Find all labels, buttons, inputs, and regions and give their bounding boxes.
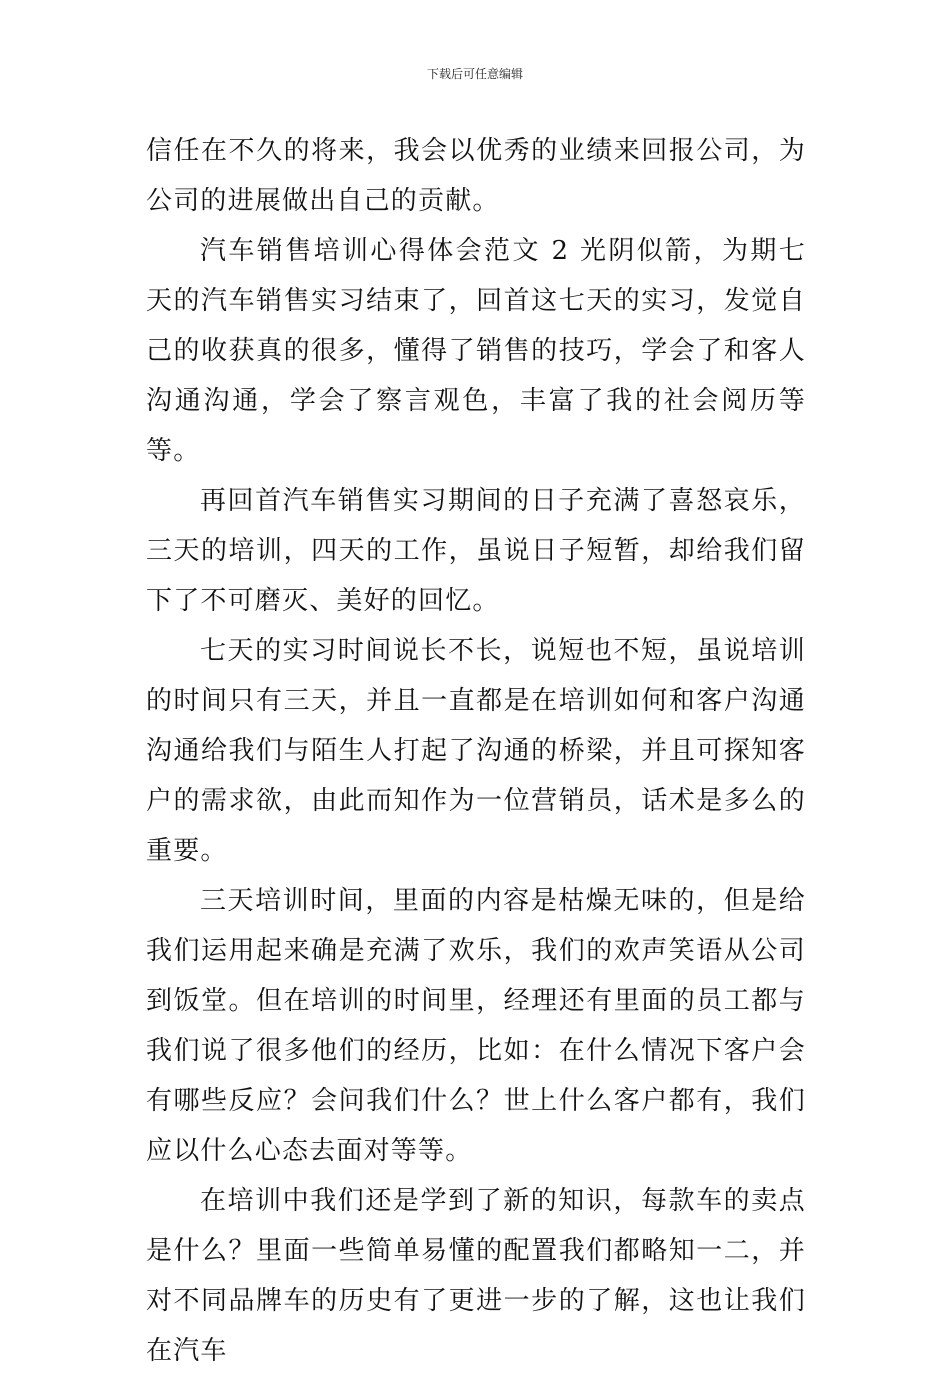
paragraph-6: 在培训中我们还是学到了新的知识，每款车的卖点是什么？里面一些简单易懂的配置我们都略知一二，并对不同品牌车的历史有了更进一步的了解，这也让我们在汽车 <box>146 1186 806 1366</box>
document-body <box>146 126 806 1376</box>
paragraph-1: 信任在不久的将来，我会以优秀的业绩来回报公司，为公司的进展做出自己的贡献。 <box>146 136 806 216</box>
page-header: 下载后可任意编辑 <box>426 67 523 81</box>
paragraph-5: 三天培训时间，里面的内容是枯燥无味的，但是给我们运用起来确是充满了欢乐，我们的欢声笑语从公司到饭堂。但在培训的时间里，经理还有里面的员工都与我们说了很多他们的经历，比如：在什么情况下客户会有哪些反应？会问我们什么？世上什么客户都有，我们应以什么心态去面对等等。 <box>146 886 806 1166</box>
paragraph-3: 再回首汽车销售实习期间的日子充满了喜怒哀乐，三天的培训，四天的工作，虽说日子短暂，却给我们留下了不可磨灭、美好的回忆。 <box>146 486 806 616</box>
paragraph-4: 七天的实习时间说长不长，说短也不短，虽说培训的时间只有三天，并且一直都是在培训如何和客户沟通沟通给我们与陌生人打起了沟通的桥梁，并且可探知客户的需求欲，由此而知作为一位营销员，话术是多么的重要。 <box>146 636 806 866</box>
paragraph-2: 汽车销售培训心得体会范文 2 光阴似箭，为期七天的汽车销售实习结束了，回首这七天的实习，发觉自己的收获真的很多，懂得了销售的技巧，学会了和客人沟通沟通，学会了察言观色，丰富了我的社会阅历等等。 <box>146 236 806 466</box>
